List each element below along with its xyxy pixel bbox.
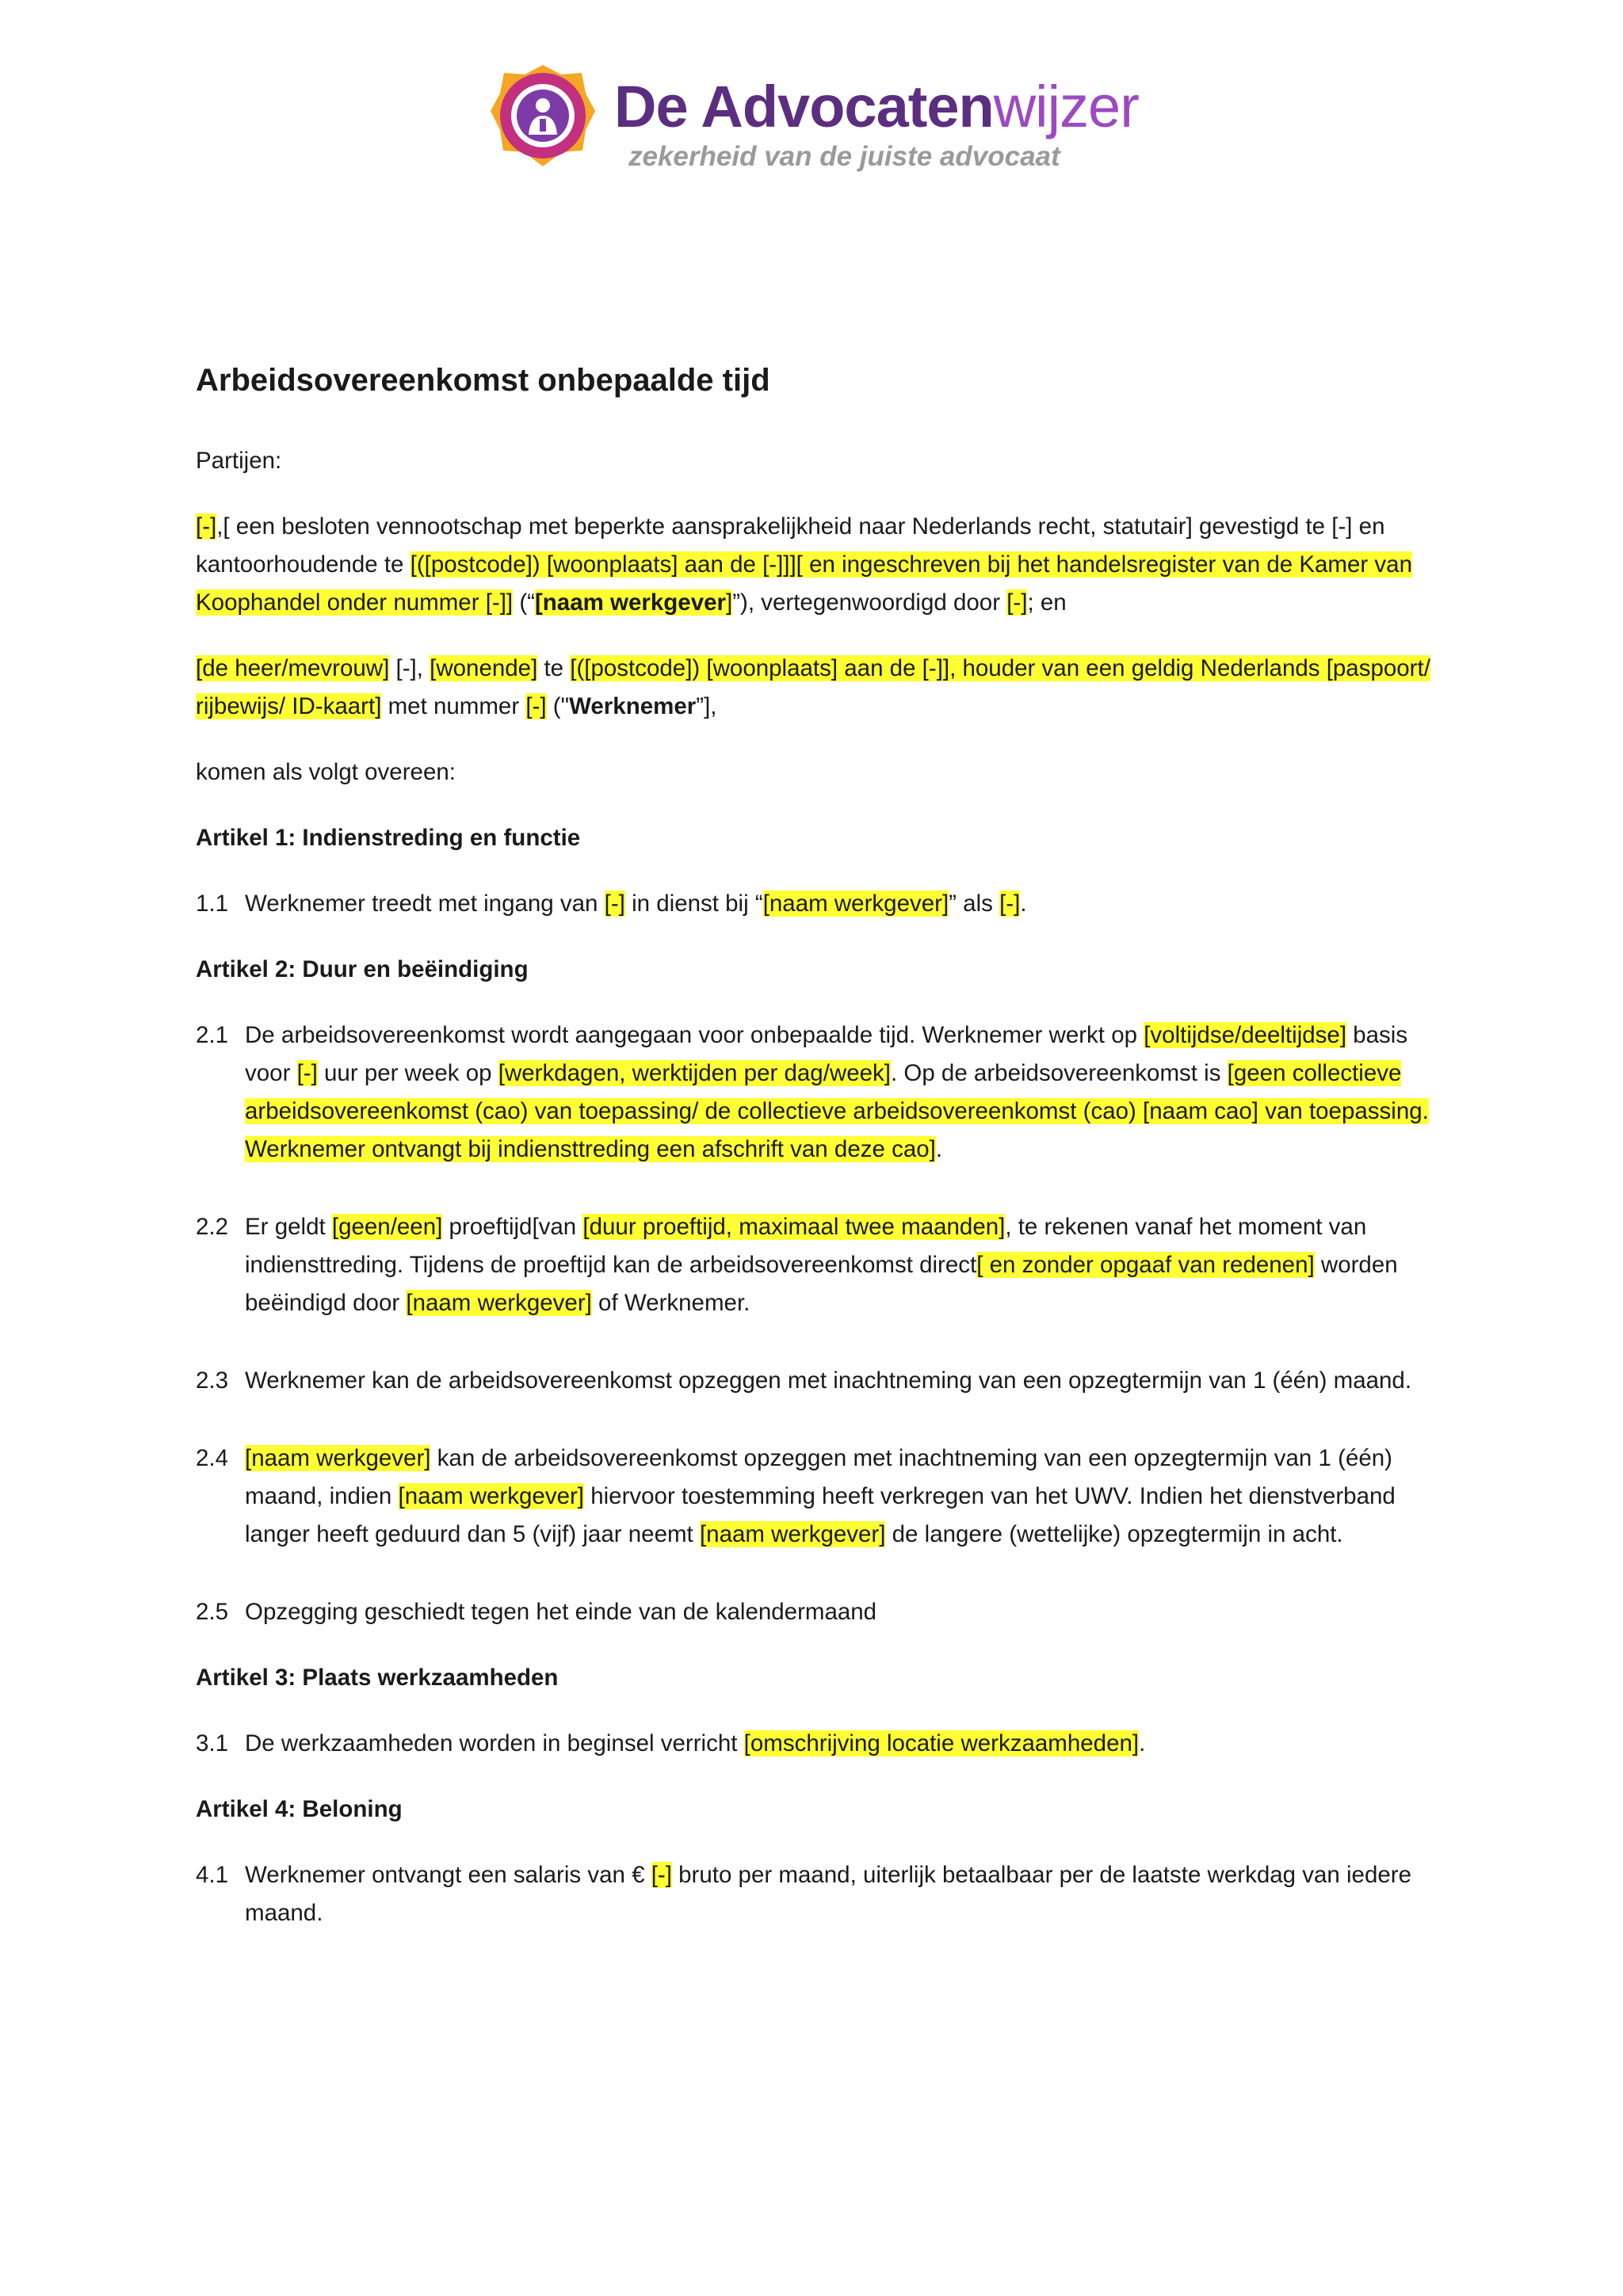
clause-1-1: 1.1 Werknemer treedt met ingang van [-] in dienst bij “[naam werkgever]” als [-]. (196, 885, 1432, 923)
clause-number: 2.5 (196, 1599, 229, 1625)
brand-logo (487, 62, 1153, 173)
person-badge-icon (487, 62, 598, 173)
party-employee: [de heer/mevrouw] [-], [wonende] te [([postcode]) [woonplaats] aan de [-]], houder van een geldig Nederlands [paspoort/ rijbewijs/ ID-kaart] met nummer [-] ("Werknemer”], (196, 655, 1430, 719)
document-title: Arbeidsovereenkomst onbepaalde tijd (196, 363, 770, 398)
article-4-heading: Artikel 4: Beloning (196, 1796, 403, 1822)
clause-3-1: 3.1 De werkzaamheden worden in beginsel verricht [omschrijving locatie werkzaamheden]. (196, 1725, 1432, 1763)
agreement-intro: komen als volgt overeen: (196, 759, 456, 785)
article-2-heading: Artikel 2: Duur en beëindiging (196, 956, 529, 982)
clause-number: 2.1 (196, 1022, 229, 1048)
clause-2-5: 2.5 Opzegging geschiedt tegen het einde van de kalendermaand (196, 1593, 1432, 1631)
clause-2-1: 2.1 De arbeidsovereenkomst wordt aangegaan voor onbepaalde tijd. Werknemer werkt op [voltijdse/deeltijdse] basis voor [-] uur per week op [werkdagen, werktijden per dag/week]. Op de arbeidsovereenkomst is [geen collectieve arbeidsovereenkomst (cao) van toepassing/ de collectieve arbeidsovereenkomst (cao) [naam cao] van toepassing. Werknemer ontvangt bij indiensttreding een afschrift van deze cao]. (196, 1016, 1432, 1169)
parties-label: Partijen: (196, 448, 282, 474)
logo-tagline: zekerheid van de juiste advocaat (628, 141, 1060, 172)
clause-number: 2.4 (196, 1445, 229, 1471)
party-employer: [-],[ een besloten vennootschap met beperkte aansprakelijkheid naar Nederlands recht, statutair] gevestigd te [-] en kantoorhoudende te [([postcode]) [woonplaats] aan de [-]]][ en ingeschreven bij het handelsregister van de Kamer van Koophandel onder nummer [-]] (“[naam werkgever]”), vertegenwoordigd door [-]; en (196, 513, 1412, 616)
clause-2-3: 2.3 Werknemer kan de arbeidsovereenkomst opzeggen met inachtneming van een opzegtermijn van 1 (één) maand. (196, 1362, 1432, 1400)
logo-name: De Advocatenwijzer (614, 74, 1139, 139)
clause-number: 2.2 (196, 1214, 229, 1240)
clause-number: 3.1 (196, 1730, 229, 1756)
document-body (196, 357, 1432, 1960)
clause-number: 1.1 (196, 891, 229, 917)
article-3-heading: Artikel 3: Plaats werkzaamheden (196, 1665, 559, 1691)
clause-number: 4.1 (196, 1862, 229, 1888)
clause-2-2: 2.2 Er geldt [geen/een] proeftijd[van [duur proeftijd, maximaal twee maanden], te rekenen vanaf het moment van indiensttreding. Tijdens de proeftijd kan de arbeidsovereenkomst direct[ en zonder opgaaf van redenen] worden beëindigd door [naam werkgever] of Werknemer. (196, 1208, 1432, 1322)
article-1-heading: Artikel 1: Indienstreding en functie (196, 825, 581, 851)
clause-4-1: 4.1 Werknemer ontvangt een salaris van € [-] bruto per maand, uiterlijk betaalbaar per de laatste werkdag van iedere maand. (196, 1856, 1432, 1932)
clause-2-4: 2.4 [naam werkgever] kan de arbeidsovereenkomst opzeggen met inachtneming van een opzegtermijn van 1 (één) maand, indien [naam werkgever] hiervoor toestemming heeft verkregen van het UWV. Indien het dienstverband langer heeft geduurd dan 5 (vijf) jaar neemt [naam werkgever] de langere (wettelijke) opzegtermijn in acht. (196, 1440, 1432, 1554)
clause-number: 2.3 (196, 1367, 229, 1394)
